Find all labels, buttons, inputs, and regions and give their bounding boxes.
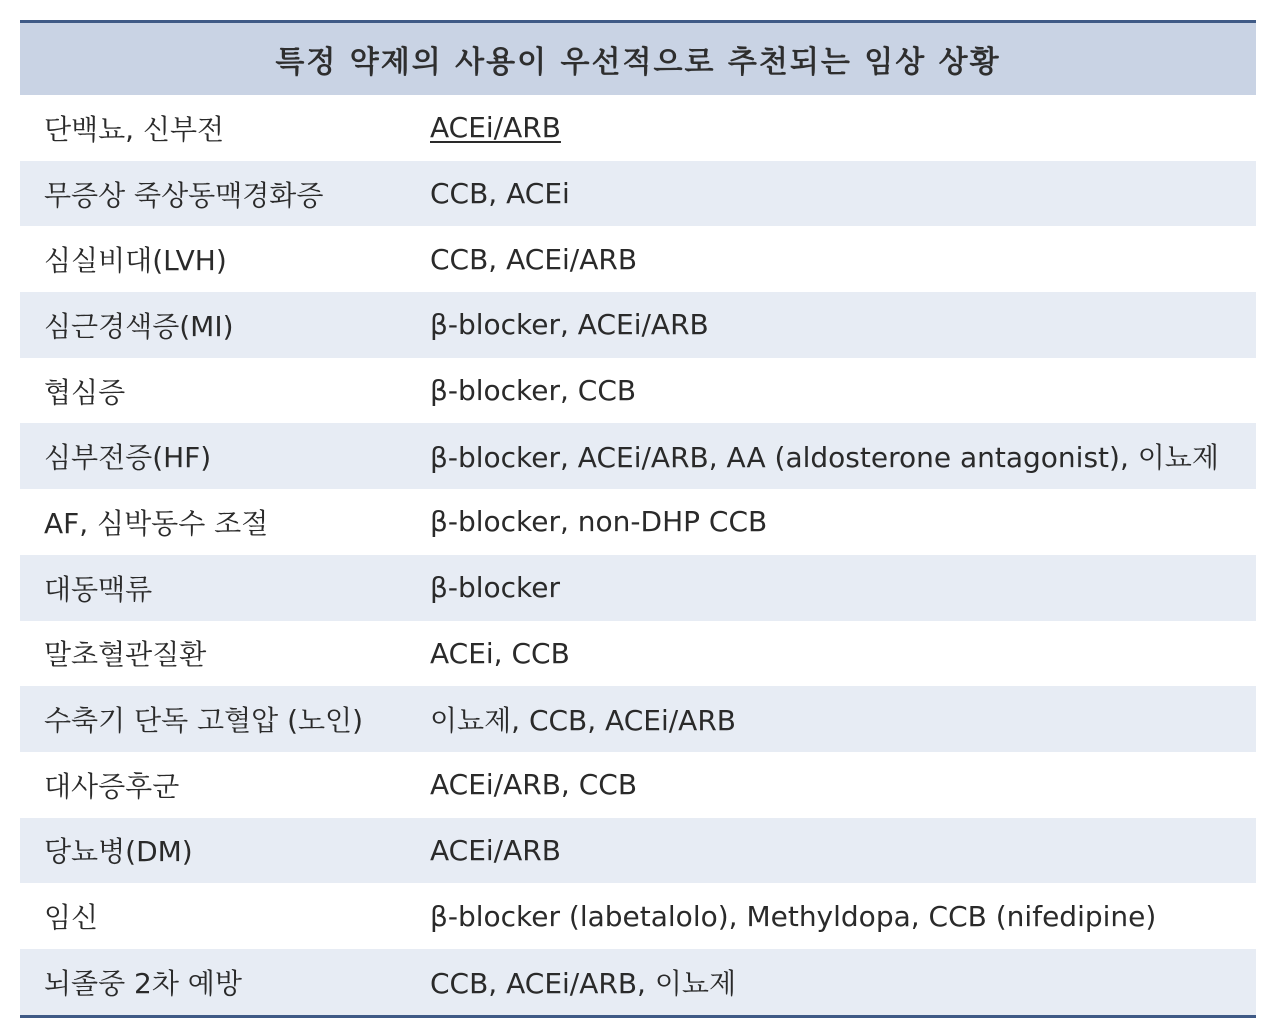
drugs-cell: CCB, ACEi/ARB, 이뇨제 [430,966,736,1000]
table-row [20,818,1256,884]
table-row [20,226,1256,292]
table-bottom-rule [20,1015,1256,1018]
drugs-cell: CCB, ACEi [430,177,570,211]
situation-cell: 말초혈관질환 [44,638,207,672]
table-title: 특정 약제의 사용이 우선적으로 추천되는 임상 상황 [20,23,1256,95]
situation-cell: 심근경색증(MI) [44,309,234,343]
table-row [20,95,1256,161]
situation-cell: 뇌졸중 2차 예방 [44,966,242,1000]
table-row [20,358,1256,424]
situation-cell: 대사증후군 [44,769,180,803]
situation-cell: AF, 심박동수 조절 [44,506,269,540]
table-row [20,752,1256,818]
table-row [20,555,1256,621]
table-row [20,423,1256,489]
drugs-cell: ACEi/ARB [430,833,561,867]
situation-cell: 당뇨병(DM) [44,835,193,869]
situation-cell: 수축기 단독 고혈압 (노인) [44,704,364,738]
drugs-cell: β-blocker (labetalolo), Methyldopa, CCB (nifedipine) [430,899,1157,933]
drugs-cell: β-blocker [430,571,561,605]
drugs-cell: CCB, ACEi/ARB [430,242,638,276]
table-row [20,686,1256,752]
situation-cell: 단백뇨, 신부전 [44,112,225,146]
drugs-cell: β-blocker, ACEi/ARB, AA (aldosterone antagonist), 이뇨제 [430,441,1219,475]
table-row [20,883,1256,949]
table-row [20,949,1256,1015]
drugs-cell: β-blocker, non-DHP CCB [430,505,768,539]
drugs-text: ACEi/ARB [430,111,561,145]
drugs-cell: ACEi/ARB, CCB [430,768,638,802]
table-row [20,292,1256,358]
table-body [20,95,1256,1015]
table-row [20,621,1256,687]
clinical-indication-table [20,20,1256,1018]
situation-cell: 협심증 [44,375,126,409]
situation-cell: 무증상 죽상동맥경화증 [44,178,324,212]
drugs-cell: β-blocker, ACEi/ARB [430,308,709,342]
situation-cell: 대동맥류 [44,572,153,606]
situation-cell: 심실비대(LVH) [44,244,227,278]
drugs-cell: ACEi, CCB [430,636,570,670]
table-row [20,161,1256,227]
drugs-cell: β-blocker, CCB [430,374,637,408]
situation-cell: 임신 [44,901,99,935]
drugs-cell: 이뇨제, CCB, ACEi/ARB [430,704,736,738]
situation-cell: 심부전증(HF) [44,441,212,475]
table-row [20,489,1256,555]
drugs-cell [408,111,1256,144]
